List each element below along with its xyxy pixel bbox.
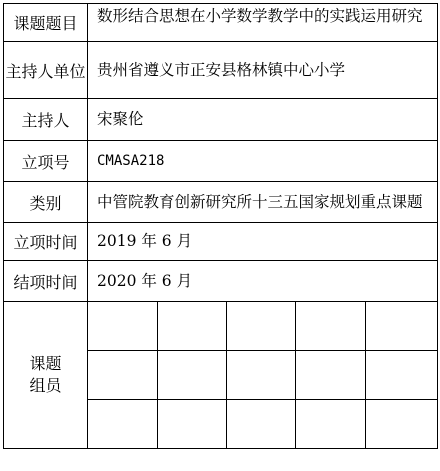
member-cell <box>227 302 296 351</box>
topic-row <box>4 4 438 42</box>
host-row <box>4 42 438 99</box>
member-cell <box>227 351 296 400</box>
project-info-table <box>3 3 438 449</box>
member-cell <box>366 400 438 449</box>
member-cell <box>366 351 438 400</box>
category-row <box>4 182 438 223</box>
member-cell <box>158 302 227 351</box>
member-cell <box>88 351 158 400</box>
start-time-label: 立项时间 <box>4 223 88 261</box>
group-label-line2: 组员 <box>29 376 62 395</box>
member-cell <box>296 400 366 449</box>
group-member-row <box>4 302 438 351</box>
member-cell <box>227 400 296 449</box>
leader-row <box>4 99 438 141</box>
end-time-value: 2020 年 6 月 <box>88 261 438 302</box>
project-number-row <box>4 141 438 182</box>
member-cell <box>158 400 227 449</box>
member-cell <box>158 351 227 400</box>
leader-label: 主持人 <box>4 99 88 141</box>
host-unit-label: 主持人单位 <box>4 42 88 99</box>
category-value: 中管院教育创新研究所十三五国家规划重点课题 <box>88 182 438 223</box>
leader-value: 宋聚伦 <box>88 99 438 141</box>
end-time-label: 结项时间 <box>4 261 88 302</box>
group-label-line1: 课题 <box>29 354 62 373</box>
project-number-value: CMASA218 <box>88 141 438 182</box>
group-members-label <box>4 302 88 449</box>
category-label: 类别 <box>4 182 88 223</box>
member-cell <box>296 351 366 400</box>
end-time-row <box>4 261 438 302</box>
topic-label: 课题题目 <box>4 4 88 42</box>
member-cell <box>366 302 438 351</box>
host-unit-value: 贵州省遵义市正安县格林镇中心小学 <box>88 42 438 99</box>
member-cell <box>296 302 366 351</box>
start-time-value: 2019 年 6 月 <box>88 223 438 261</box>
start-time-row <box>4 223 438 261</box>
member-cell <box>88 302 158 351</box>
topic-value: 数形结合思想在小学数学教学中的实践运用研究 <box>88 4 438 42</box>
project-number-label: 立项号 <box>4 141 88 182</box>
member-cell <box>88 400 158 449</box>
